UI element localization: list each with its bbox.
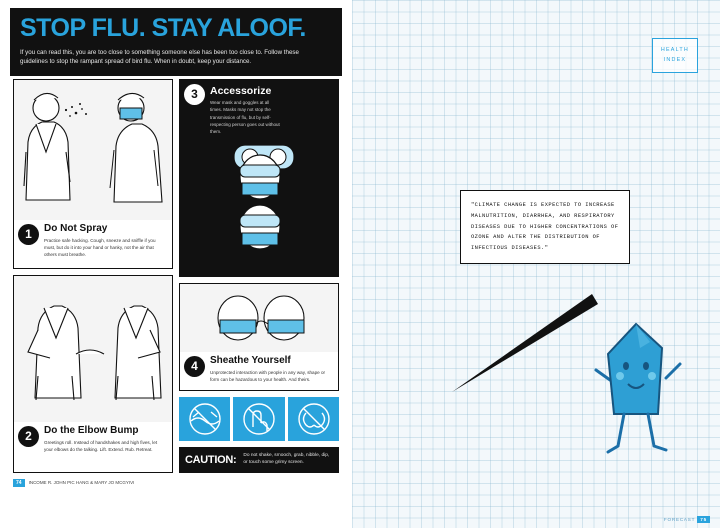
no-touch-icon xyxy=(233,397,284,441)
right-page xyxy=(352,0,720,528)
step-4-caption xyxy=(180,352,338,391)
step-1-caption xyxy=(14,220,172,264)
prohibition-icon-row xyxy=(179,397,339,441)
flu-poster xyxy=(10,8,342,500)
health-index-badge xyxy=(652,38,698,73)
no-kiss-icon xyxy=(288,397,339,441)
step-3-number: 3 xyxy=(184,84,205,105)
poster-column-left xyxy=(10,76,176,476)
caution-bar xyxy=(179,447,339,473)
step-4-illustration xyxy=(180,284,338,352)
step-1-body: Practice safe hacking. Cough, sneeze and sniffle if you must, but do it into your hand or hanky, not the air that others must breathe. xyxy=(44,237,156,258)
step-4-title: Sheathe Yourself xyxy=(210,354,291,366)
poster-header xyxy=(10,8,342,76)
step-4-panel xyxy=(179,283,339,391)
step-3-caption xyxy=(180,80,338,139)
step-1-illustration xyxy=(14,80,172,220)
step-2-panel xyxy=(13,275,173,473)
step-3-title: Accessorize xyxy=(210,84,272,97)
left-page xyxy=(0,0,352,528)
speech-bubble xyxy=(460,190,630,264)
left-page-number: 74 xyxy=(13,479,25,487)
health-index-line-2: INDEX xyxy=(663,57,687,64)
step-2-caption xyxy=(14,422,172,462)
speech-bubble-text: "CLIMATE CHANGE IS EXPECTED TO INCREASE MALNUTRITION, DIARRHEA, AND RESPIRATORY DISEASES DUE TO HIGHER CONCENTRATIONS OF OZONE AND ALTER THE DISTRIBUTION OF INFECTIOUS DISEASES." xyxy=(471,202,619,252)
blue-sick-creature-icon xyxy=(592,318,688,468)
poster-subtitle: If you can read this, you are too close to something someone else has been too close to. Follow these guidelines to stop the rampant spread of bird flu. When in doubt, keep your distance. xyxy=(20,48,299,66)
step-3-body: Wear mask and goggles at all times. Masks may not stop the transmission of flu, but by self-respecting person goes out without them. xyxy=(210,100,280,134)
step-2-title: Do the Elbow Bump xyxy=(44,424,139,436)
no-handshake-icon-svg xyxy=(179,397,230,441)
spray-illustration-svg xyxy=(14,80,172,220)
right-page-section: FORECAST xyxy=(663,517,696,522)
elbow-bump-illustration-svg xyxy=(14,276,172,422)
right-page-number: 75 xyxy=(697,516,710,523)
step-2-illustration xyxy=(14,276,172,422)
left-page-credit: INCOME R. JOHN PIC HANG & MARY JO MCGYIVI xyxy=(28,480,135,486)
sheathe-illustration-svg xyxy=(180,284,338,352)
step-2-number: 2 xyxy=(18,426,39,447)
poster-column-right xyxy=(176,76,342,476)
no-handshake-icon xyxy=(179,397,230,441)
right-page-footer xyxy=(664,517,710,522)
health-index-line-1: HEALTH xyxy=(660,47,689,53)
step-1-panel xyxy=(13,79,173,269)
page-title: STOP FLU. STAY ALOOF. xyxy=(20,14,306,42)
step-4-body: Unprotected interaction with people in any way, shape or form can be hazardous to your health. And theirs. xyxy=(210,369,326,383)
step-4-number: 4 xyxy=(184,356,205,377)
no-touch-icon-svg xyxy=(233,397,284,441)
poster-grid xyxy=(10,76,342,476)
step-1-title: Do Not Spray xyxy=(44,222,108,234)
step-2-body: Greetings roll. Instead of handshakes and high fives, let your elbows do the talking. Lift. Extend. Rub. Retreat. xyxy=(44,439,158,453)
step-3-illustration xyxy=(180,139,338,277)
left-page-footer xyxy=(10,476,342,487)
caution-label: CAUTION: xyxy=(185,453,237,466)
step-1-number: 1 xyxy=(18,224,39,245)
caution-text: Do not shake, smooch, grab, nibble, dip, or touch some grimy screen. xyxy=(243,452,330,465)
no-kiss-icon-svg xyxy=(288,397,339,441)
goggles-mask-illustration-svg xyxy=(180,139,339,277)
step-3-panel xyxy=(179,79,339,277)
